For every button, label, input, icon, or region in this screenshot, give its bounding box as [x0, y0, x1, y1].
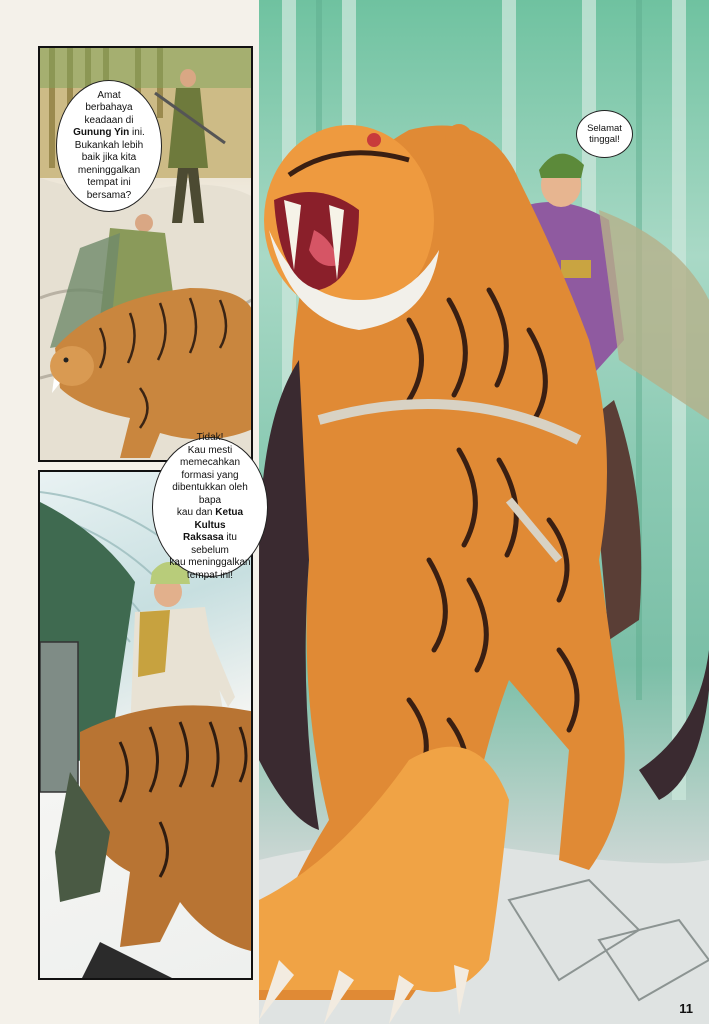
- speech-bubble-top: [56, 80, 162, 212]
- page-number: 11: [679, 1001, 693, 1016]
- place-name: Gunung Yin: [73, 127, 130, 139]
- title-name-2: Raksasa: [183, 532, 224, 543]
- splash-art: [259, 0, 709, 1024]
- speech-bubble-splash-text: Selamat tinggal!: [587, 123, 622, 145]
- splash-panel: [259, 0, 709, 1024]
- speech-bubble-top-text: Amat berbahaya keadaan di Gunung Yin ini. Bukankah lebih baik jika kita meninggalkan tempat ini bersama?: [73, 89, 145, 201]
- speech-bubble-bottom: [152, 432, 268, 581]
- title-name-1: Ketua Kultus: [194, 507, 244, 531]
- speech-bubble-splash: [576, 110, 633, 158]
- speech-bubble-bottom-text: Tidak! Kau mesti memecahkan formasi yang dibentukkan oleh bapa kau dan Ketua Kultus Raksasa itu sebelum kau meninggalkan tempat ini!: [169, 432, 251, 581]
